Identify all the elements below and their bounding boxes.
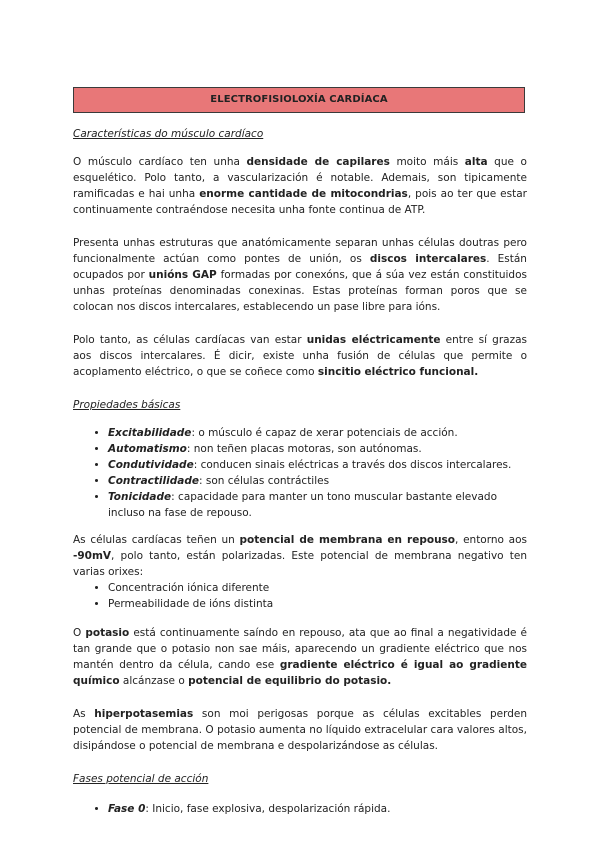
paragraph-syncytium: Polo tanto, as células cardíacas van estar unidas eléctricamente entre sí grazas aos discos intercalares. É dicir, existe unha fusión de células que permite o acoplamento eléctrico, o que se coñece como sincitio eléctrico funcional. (73, 334, 527, 378)
paragraph-intercalated-discs: Presenta unhas estruturas que anatómicamente separan unhas células doutras pero funcionalmente actúan como pontes de unión, os discos intercalares. Están ocupados por unións GAP formadas por conexóns, que á súa vez están constituidos unhas proteínas denominadas conexinas. Estas proteínas forman poros que se colocan nos discos intercalares, establecendo un pase libre para ións. (73, 237, 527, 313)
section-heading-properties: Propiedades básicas (73, 399, 181, 411)
paragraph-resting-potential: As células cardíacas teñen un potencial de membrana en repouso, entorno aos -90mV, polo tanto, están polarizadas. Este potencial de membrana negativo ten varias orixes: (73, 534, 527, 578)
paragraph-potassium: O potasio está continuamente saíndo en repouso, ata que ao final a negatividade é tan grande que o potasio non sae máis, aparecendo un gradiente eléctrico que nos mantén dentro da célula, cando ese gradiente eléctrico é igual ao gradiente químico alcánzase o potencial de equilibrio do potasio. (73, 627, 528, 687)
paragraph-hyperkalemia: As hiperpotasemias son moi perigosas porque as células excitables perden potencial de membrana. O potasio aumenta no líquido extracelular cara valores altos, disipándose o potencial de membrana e despolarizándose as células. (73, 708, 527, 752)
list-item: • Permeabilidade de ións distinta (108, 596, 527, 612)
phases-list (73, 801, 527, 817)
paragraph-capillaries: O músculo cardíaco ten unha densidade de capilares moito máis alta que o esquelético. Polo tanto, a vascularización é notable. Ademais, son tipicamente ramificadas e hai unha enorme cantidade de mitocondrias, pois ao ter que estar continuamente contraéndose necesita unha fonte continua de ATP. (73, 156, 527, 216)
properties-list (73, 425, 527, 521)
list-item: • Tonicidade: capacidade para manter un tono muscular bastante elevado incluso na fase de repouso. (108, 489, 527, 521)
section-heading-characteristics: Características do músculo cardíaco (73, 128, 264, 140)
list-item: • Contractilidade: son células contráctiles (108, 473, 527, 489)
list-item: • Condutividade: conducen sinais eléctricas a través dos discos intercalares. (108, 457, 527, 473)
list-item: • Automatismo: non teñen placas motoras, son autónomas. (108, 441, 527, 457)
document-title: ELECTROFISIOLOXÍA CARDÍACA (73, 87, 525, 113)
section-heading-action-potential-phases: Fases potencial de acción (73, 773, 209, 785)
origins-list (73, 580, 527, 612)
document-body (73, 126, 527, 828)
list-item: • Concentración iónica diferente (108, 580, 527, 596)
list-item: • Excitabilidade: o músculo é capaz de xerar potenciais de acción. (108, 425, 527, 441)
list-item: • Fase 0: Inicio, fase explosiva, despolarización rápida. (108, 801, 527, 817)
